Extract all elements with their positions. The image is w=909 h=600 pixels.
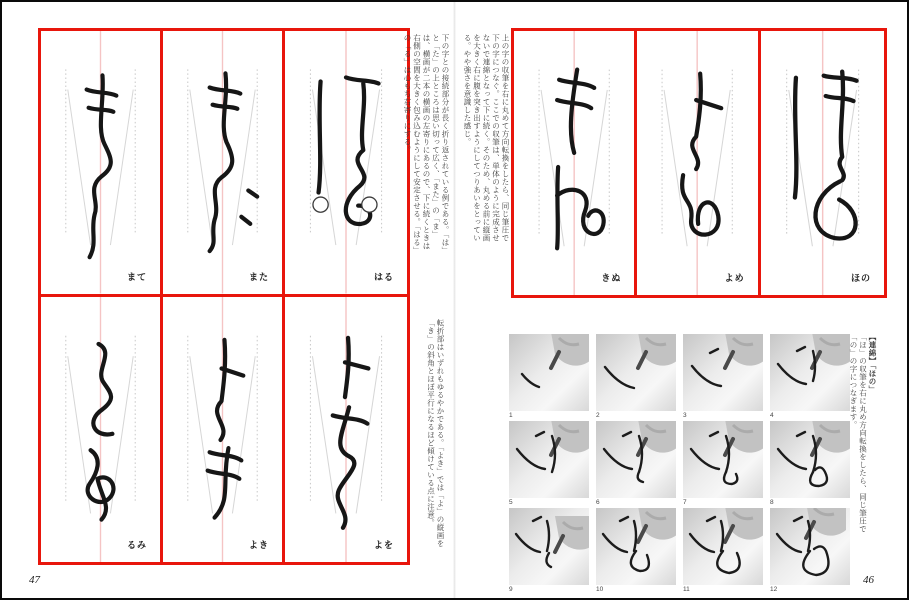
photo-image [509,508,589,585]
calligraphy-yoki [163,297,282,563]
calligraphy-mata [163,31,282,294]
photo-number: 6 [596,499,600,506]
photo-number: 4 [770,412,774,419]
hand-writing-photo [683,421,763,498]
box-label: また [248,271,269,282]
photo-step-9 [509,508,589,593]
photo-step-4 [770,334,850,419]
box-label: はる [373,271,394,282]
photo-number: 9 [509,586,513,593]
hand-writing-photo [683,508,763,585]
page-gutter [453,2,456,598]
calligraphy-yowo [285,297,407,563]
photo-image [770,421,850,498]
photo-number: 12 [770,586,778,593]
photo-caption [851,333,877,549]
hand-writing-photo [770,334,850,411]
photo-number: 5 [509,499,513,506]
calligraphy-haru [285,31,407,294]
photo-image [683,334,763,411]
photo-image [596,334,676,411]
photo-image [509,421,589,498]
hand-writing-photo [509,334,589,411]
photo-step-7 [683,421,763,506]
photo-step-12 [770,508,850,593]
photo-number: 11 [683,586,690,593]
left-page-character-grid [38,28,410,565]
photo-number: 10 [596,586,604,593]
guide-circle-left [313,197,328,212]
calligraphy-mate [41,31,160,294]
right-page-top-commentary: 上の字の収筆を右に丸めて方向転換をしたら、同じ筆圧で下の字につなぐ。ここでの収筆は、単体のように完成させないで連綿となって下に続く。そのため、丸める前に縦画を大きく右に腹を突き出すようにしてつりあいをとっている。やや強さを意識した感じ。 [463,34,510,242]
char-box-haru [285,31,407,297]
box-label: よき [248,540,269,550]
photo-image [683,508,763,585]
photo-image [770,334,850,411]
box-label: きぬ [601,273,622,283]
box-label: ほの [850,273,871,283]
photo-image [770,508,850,585]
photo-caption-body: 「ほ」の収筆を右に丸め方向転換をしたら、同じ筆圧で「の」の字につなぎます。 [849,333,868,533]
photo-step-3 [683,334,763,419]
hand-writing-photo [596,421,676,498]
hand-writing-photo [596,508,676,585]
hand-writing-photo [770,421,850,498]
photo-number: 3 [683,412,687,419]
photo-step-2 [596,334,676,419]
char-box-yoki [163,297,285,563]
calligraphy-hono [761,31,884,295]
page-number-left: 47 [29,574,40,586]
hand-writing-photo [596,334,676,411]
calligraphy-yome [637,31,757,295]
photo-number: 7 [683,499,687,506]
photo-step-11 [683,508,763,593]
box-label: よめ [724,273,745,283]
photo-number: 1 [509,412,513,419]
char-box-mata [163,31,285,297]
photo-image [509,334,589,411]
photo-number: 2 [596,412,600,419]
photo-step-grid [509,334,850,593]
left-page-bottom-commentary: 転折部はいずれもゆるやかである。「よき」では「よ」の縦画を「き」の斜角とほぼ平行になるほど傾けている点に注意。 [426,319,445,548]
char-box-rumi [41,297,163,563]
hand-writing-photo [509,508,589,585]
guide-circle-right [362,197,377,212]
photo-step-1 [509,334,589,419]
photo-step-5 [509,421,589,506]
photo-image [596,508,676,585]
photo-image [596,421,676,498]
photo-step-10 [596,508,676,593]
photo-step-8 [770,421,850,506]
left-page-top-commentary: 下の字との接続部分が長く折り返されている例である。「は」と「た」の上ところは思い切って広く、「また」の「ま」は、横画が二本の横画の左寄りにあるので、下に続くときは右側の空間を大きく包み込むようにして安定させる。「はる」の「る」は心もち右寄りにする。 [403,34,450,251]
box-label: よを [373,540,394,550]
box-label: まて [126,271,147,282]
box-label: るみ [126,540,147,550]
photo-step-6 [596,421,676,506]
char-box-yome [637,31,760,295]
char-box-mate [41,31,163,297]
photo-number: 8 [770,499,774,506]
hand-writing-photo [509,421,589,498]
hand-writing-photo [683,334,763,411]
calligraphy-kinu [514,31,634,295]
photo-caption-title: 【連綿】「ほの」 [868,333,877,394]
char-box-yowo [285,297,407,563]
right-page-character-grid [511,28,887,298]
photo-image [683,421,763,498]
calligraphy-rumi [41,297,160,563]
char-box-kinu [514,31,637,295]
page-number-right: 46 [863,574,874,586]
hand-writing-photo [770,508,850,585]
char-box-hono [761,31,884,295]
